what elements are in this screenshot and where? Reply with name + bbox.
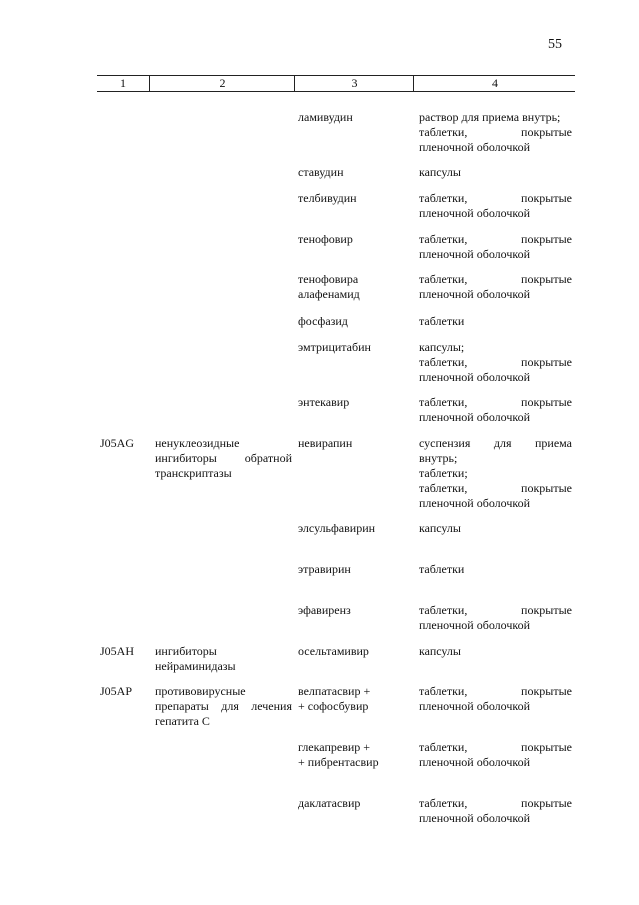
atc-code: J05AP <box>100 684 133 698</box>
form-line <box>419 481 572 496</box>
dosage-form <box>419 340 572 385</box>
form-line: таблетки <box>419 314 465 328</box>
dosage-form <box>419 644 572 659</box>
drug-line: осельтамивир <box>298 644 369 658</box>
atc-code: J05AG <box>100 436 135 450</box>
form-word: таблетки, <box>419 272 468 286</box>
form-line: пленочной оболочкой <box>419 247 531 261</box>
dosage-form <box>419 314 572 329</box>
drug-name <box>298 644 410 659</box>
group-line <box>155 699 292 714</box>
dosage-form <box>419 110 572 155</box>
form-line: пленочной оболочкой <box>419 755 531 769</box>
form-line: таблетки; <box>419 466 468 480</box>
form-line <box>419 125 572 140</box>
form-word: покрытые <box>521 355 572 369</box>
drug-name <box>298 340 410 355</box>
drug-line: элсульфавирин <box>298 521 376 535</box>
form-line: капсулы <box>419 644 461 658</box>
form-line: пленочной оболочкой <box>419 496 531 510</box>
drug-line: + пибрентасвир <box>298 755 379 769</box>
dosage-form <box>419 165 572 180</box>
dosage-form <box>419 191 572 221</box>
group-word: обратной <box>244 451 292 465</box>
header-col-1: 1 <box>120 76 126 90</box>
dosage-form <box>419 272 572 302</box>
drug-line: эфавиренз <box>298 603 351 617</box>
drug-name <box>298 521 410 536</box>
drug-line: телбивудин <box>298 191 357 205</box>
dosage-form <box>419 521 572 536</box>
drug-name <box>298 684 410 714</box>
drug-line: алафенамид <box>298 287 360 301</box>
drug-line: эмтрицитабин <box>298 340 371 354</box>
form-line: пленочной оболочкой <box>419 370 531 384</box>
group-word: лечения <box>251 699 292 713</box>
dosage-form <box>419 796 572 826</box>
form-word: таблетки, <box>419 684 468 698</box>
group-line: ингибиторы <box>155 644 217 658</box>
form-line <box>419 232 572 247</box>
form-word: таблетки, <box>419 232 468 246</box>
group-line <box>155 451 292 466</box>
form-line: пленочной оболочкой <box>419 811 531 825</box>
form-word: суспензия <box>419 436 471 450</box>
header-col-4: 4 <box>413 76 576 91</box>
form-line <box>419 740 572 755</box>
therapeutic-group <box>155 684 292 729</box>
form-line: капсулы <box>419 521 461 535</box>
drug-line: тенофовир <box>298 232 353 246</box>
drug-line: фосфазид <box>298 314 348 328</box>
form-word: покрытые <box>521 125 572 139</box>
group-line: противовирусные <box>155 684 246 698</box>
group-line: ненуклеозидные <box>155 436 240 450</box>
header-col-3: 3 <box>294 76 414 91</box>
form-word: покрытые <box>521 191 572 205</box>
page-number: 55 <box>548 37 562 52</box>
dosage-form <box>419 232 572 262</box>
form-word: приема <box>534 436 572 450</box>
form-line <box>419 395 572 410</box>
form-line: пленочной оболочкой <box>419 206 531 220</box>
form-word: таблетки, <box>419 395 468 409</box>
dosage-form <box>419 684 572 714</box>
form-line <box>419 272 572 287</box>
form-word: таблетки, <box>419 125 468 139</box>
drug-line: этравирин <box>298 562 351 576</box>
drug-name <box>298 191 410 206</box>
dosage-form <box>419 740 572 770</box>
dosage-form <box>419 562 572 577</box>
form-word: для <box>493 436 512 450</box>
drug-line: + софосбувир <box>298 699 369 713</box>
form-word: таблетки, <box>419 481 468 495</box>
form-word: покрытые <box>521 272 572 286</box>
form-line <box>419 191 572 206</box>
form-word: покрытые <box>521 796 572 810</box>
form-word: таблетки, <box>419 355 468 369</box>
drug-name <box>298 436 410 451</box>
drug-name <box>298 110 410 125</box>
drug-name <box>298 232 410 247</box>
dosage-form <box>419 603 572 633</box>
form-word: таблетки, <box>419 740 468 754</box>
drug-name <box>298 740 410 770</box>
drug-name <box>298 562 410 577</box>
form-line: раствор для приема внутрь; <box>419 110 561 124</box>
form-line: таблетки <box>419 562 465 576</box>
table-header <box>97 75 575 92</box>
group-word: для <box>221 699 239 713</box>
atc-code: J05AH <box>100 644 135 658</box>
form-line <box>419 684 572 699</box>
therapeutic-group <box>155 644 292 674</box>
form-line <box>419 436 572 451</box>
therapeutic-group <box>155 436 292 481</box>
drug-name <box>298 796 410 811</box>
group-line: транскриптазы <box>155 466 232 480</box>
drug-line: даклатасвир <box>298 796 361 810</box>
form-line: внутрь; <box>419 451 458 465</box>
drug-line: невирапин <box>298 436 353 450</box>
form-word: покрытые <box>521 232 572 246</box>
header-col-2: 2 <box>149 76 295 91</box>
drug-name <box>298 165 410 180</box>
form-line: пленочной оболочкой <box>419 140 531 154</box>
drug-name <box>298 314 410 329</box>
drug-line: тенофовира <box>298 272 359 286</box>
drug-line: велпатасвир + <box>298 684 371 698</box>
drug-line: глекапревир + <box>298 740 371 754</box>
group-word: препараты <box>155 699 209 713</box>
form-line <box>419 355 572 370</box>
form-line <box>419 796 572 811</box>
drug-line: ламивудин <box>298 110 353 124</box>
form-word: покрытые <box>521 603 572 617</box>
form-line: капсулы <box>419 165 461 179</box>
drug-name <box>298 603 410 618</box>
dosage-form <box>419 436 572 511</box>
form-line: пленочной оболочкой <box>419 287 531 301</box>
form-word: таблетки, <box>419 191 468 205</box>
drug-line: ставудин <box>298 165 344 179</box>
form-line: пленочной оболочкой <box>419 699 531 713</box>
drug-line: энтекавир <box>298 395 350 409</box>
drug-name <box>298 395 410 410</box>
form-word: покрытые <box>521 740 572 754</box>
form-line: пленочной оболочкой <box>419 410 531 424</box>
group-word: ингибиторы <box>155 451 217 465</box>
form-word: таблетки, <box>419 603 468 617</box>
group-line: нейраминидазы <box>155 659 236 673</box>
form-word: покрытые <box>521 481 572 495</box>
form-line <box>419 603 572 618</box>
dosage-form <box>419 395 572 425</box>
drug-name <box>298 272 410 302</box>
group-line: гепатита С <box>155 714 210 728</box>
form-line: пленочной оболочкой <box>419 618 531 632</box>
form-word: таблетки, <box>419 796 468 810</box>
form-line: капсулы; <box>419 340 465 354</box>
form-word: покрытые <box>521 684 572 698</box>
form-word: покрытые <box>521 395 572 409</box>
